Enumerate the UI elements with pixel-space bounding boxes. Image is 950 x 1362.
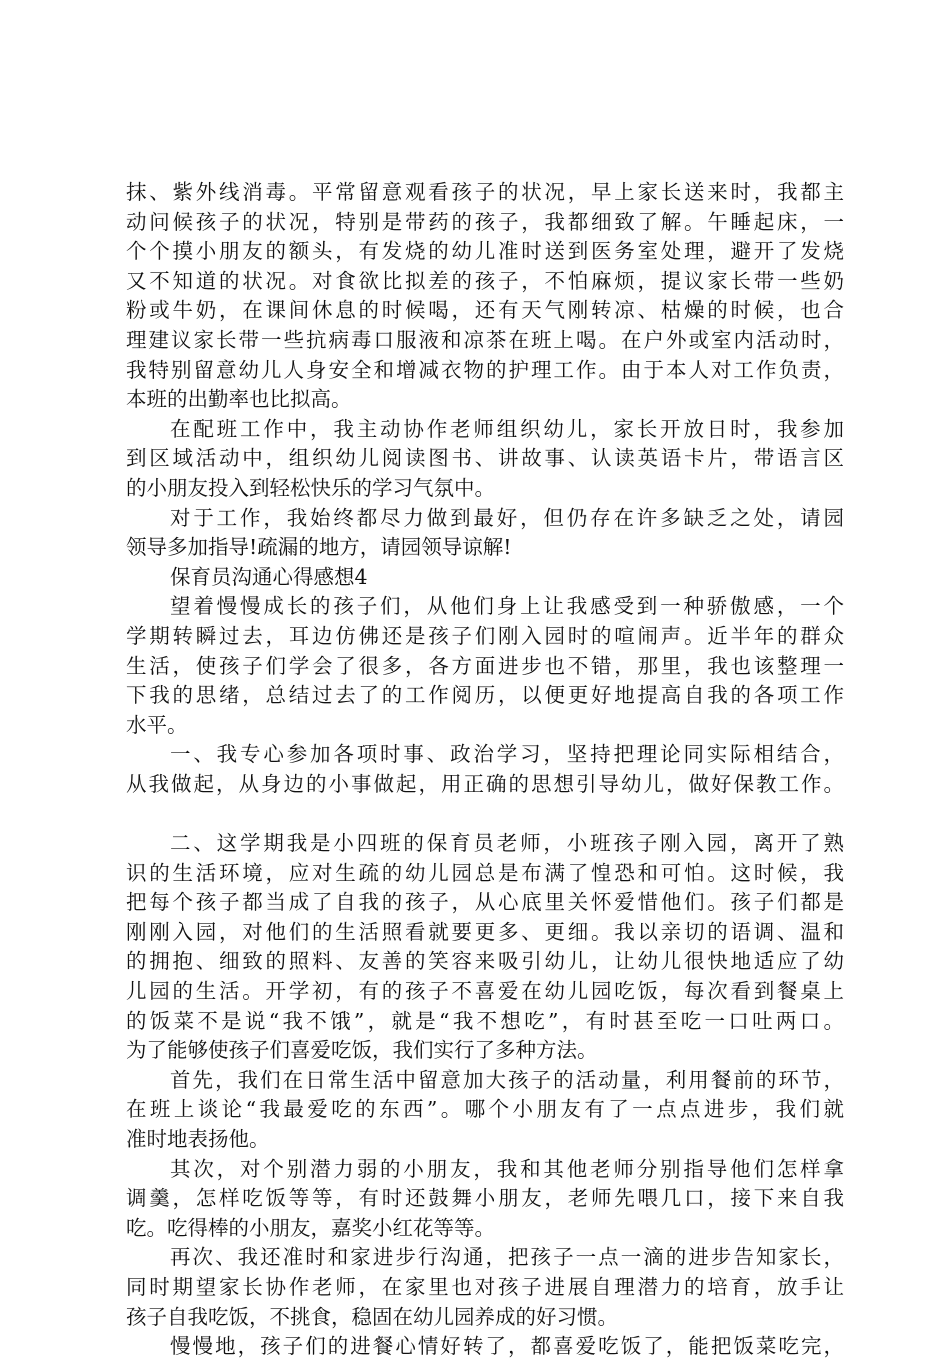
text-line: 刚刚入园，对他们的生活照看就要更多、更细。我以亲切的语调、温和 [126, 919, 844, 944]
text-line: 生活，使孩子们学会了很多，各方面进步也不错，那里，我也该整理一 [126, 653, 844, 678]
text-line: 望着慢慢成长的孩子们，从他们身上让我感受到一种骄傲感，一个 [170, 594, 844, 619]
text-line: 调羹，怎样吃饭等等，有时还鼓舞小朋友，老师先喂几口，接下来自我 [126, 1186, 844, 1211]
text-line: 同时期望家长协作老师，在家里也对孩子进展自理潜力的培育，放手让 [126, 1274, 844, 1299]
text-line: 学期转瞬过去，耳边仿佛还是孩子们刚入园时的喧闹声。近半年的群众 [126, 623, 844, 648]
text-line: 抹、紫外线消毒。平常留意观看孩子的状况，早上家长送来时，我都主 [126, 180, 844, 204]
text-line: 准时地表扬他。 [126, 1127, 270, 1151]
text-line: 的小朋友投入到轻松快乐的学习气氛中。 [126, 475, 495, 500]
text-line: 动问候孩子的状况，特别是带药的孩子，我都细致了解。午睡起床，一 [126, 209, 844, 234]
text-line: 理建议家长带一些抗病毒口服液和凉茶在班上喝。在户外或室内活动时， [126, 327, 844, 352]
document-body [126, 178, 844, 1362]
text-line: 领导多加指导!疏漏的地方，请园领导谅解! [126, 535, 512, 560]
text-line: 保育员沟通心得感想4 [170, 564, 368, 589]
text-line: 个个摸小朋友的额头，有发烧的幼儿准时送到医务室处理，避开了发烧 [126, 239, 844, 264]
text-line: 吃。吃得棒的小朋友，嘉奖小红花等等。 [126, 1215, 495, 1240]
text-line: 从我做起，从身边的小事做起，用正确的思想引导幼儿，做好保教工作。 [126, 771, 844, 796]
text-line: 孩子自我吃饭，不挑食，稳固在幼儿园养成的好习惯。 [126, 1304, 618, 1329]
text-line: 在班上谈论“我最爱吃的东西”。哪个小朋友有了一点点进步，我们就 [126, 1097, 844, 1122]
text-line: 粉或牛奶，在课间休息的时候喝，还有天气刚转凉、枯燥的时候，也合 [126, 298, 844, 323]
text-line: 的饭菜不是说“我不饿”，就是“我不想吃”，有时甚至吃一口吐两口。 [126, 1008, 844, 1033]
text-line: 在配班工作中，我主动协作老师组织幼儿，家长开放日时，我参加 [170, 416, 844, 441]
text-line: 儿园的生活。开学初，有的孩子不喜爱在幼儿园吃饭，每次看到餐桌上 [126, 979, 844, 1004]
text-line: 慢慢地，孩子们的进餐心情好转了，都喜爱吃饭了，能把饭菜吃完， [170, 1334, 844, 1359]
text-line: 再次、我还准时和家进步行沟通，把孩子一点一滴的进步告知家长， [170, 1245, 844, 1270]
text-line: 首先，我们在日常生活中留意加大孩子的活动量，利用餐前的环节， [170, 1067, 844, 1092]
text-line: 的拥抱、细致的照料、友善的笑容来吸引幼儿，让幼儿很快地适应了幼 [126, 949, 844, 974]
text-line: 二、这学期我是小四班的保育员老师，小班孩子刚入园，离开了熟 [170, 831, 844, 856]
text-line: 到区域活动中，组织幼儿阅读图书、讲故事、认读英语卡片，带语言区 [126, 446, 844, 471]
text-line: 水平。 [126, 712, 188, 737]
text-line: 识的生活环境，应对生疏的幼儿园总是布满了惶恐和可怕。这时候，我 [126, 860, 844, 885]
text-line: 下我的思绪，总结过去了的工作阅历，以便更好地提高自我的各项工作 [126, 683, 844, 708]
text-line: 本班的出勤率也比拟高。 [126, 387, 352, 412]
text-line: 把每个孩子都当成了自我的孩子，从心底里关怀爱惜他们。孩子们都是 [126, 890, 844, 915]
blank-line [126, 799, 844, 829]
text-line: 对于工作，我始终都尽力做到最好，但仍存在许多缺乏之处，请园 [170, 505, 844, 530]
text-line: 我特别留意幼儿人身安全和增减衣物的护理工作。由于本人对工作负责， [126, 357, 844, 382]
text-line: 其次，对个别潜力弱的小朋友，我和其他老师分别指导他们怎样拿 [170, 1156, 844, 1181]
text-line: 又不知道的状况。对食欲比拟差的孩子，不怕麻烦，提议家长带一些奶 [126, 268, 844, 293]
text-line: 为了能够使孩子们喜爱吃饭，我们实行了多种方法。 [126, 1038, 598, 1063]
text-line: 一、我专心参加各项时事、政治学习，坚持把理论同实际相结合， [170, 742, 844, 767]
